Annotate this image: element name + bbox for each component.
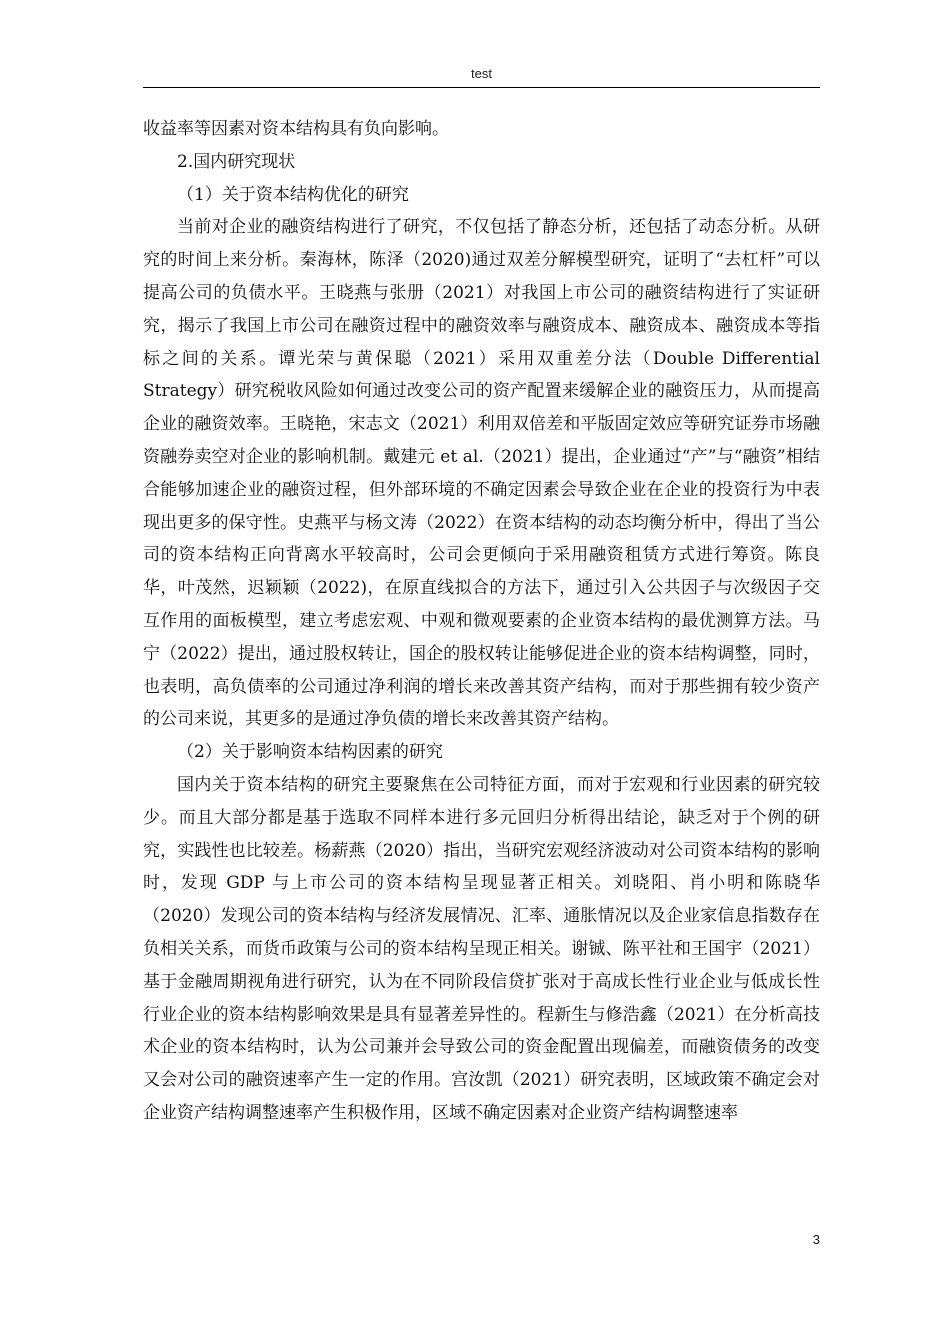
- paragraph-capital-structure-factors: 国内关于资本结构的研究主要聚焦在公司特征方面，而对于宏观和行业因素的研究较少。而且大部分都是基于选取不同样本进行多元回归分析得出结论，缺乏对于个例的研究，实践性也比较差。杨薪燕（2020）指出，当研究宏观经济波动对公司资本结构的影响时，发现 GDP 与上市公司的资本结构呈现显著正相关。刘晓阳、肖小明和陈晓华（2020）发现公司的资本结构与经济发展情况、汇率、通胀情况以及企业家信息指数存在负相关关系，而货币政策与公司的资本结构呈现正相关。谢铖、陈平社和王国宇（2021）基于金融周期视角进行研究，认为在不同阶段信贷扩张对于高成长性行业企业与低成长性行业企业的资本结构影响效果是具有显著差异性的。程新生与修浩鑫（2021）在分析高技术企业的资本结构时，认为公司兼并会导致公司的资金配置出现偏差，而融资债务的改变又会对公司的融资速率产生一定的作用。宫汝凯（2021）研究表明，区域政策不确定会对企业资产结构调整速率产生积极作用，区域不确定因素对企业资产结构调整速率: [143, 774, 820, 1123]
- paragraph-continuation: 收益率等因素对资本结构具有负向影响。: [143, 119, 449, 139]
- page-number: 3: [812, 1232, 820, 1247]
- subsection-heading-capital-structure-factors: （2）关于影响资本结构因素的研究: [177, 742, 443, 763]
- subsection-heading-capital-structure-optimization: （1）关于资本结构优化的研究: [177, 184, 409, 205]
- paragraph-capital-structure-optimization: 当前对企业的融资结构进行了研究，不仅包括了静态分析，还包括了动态分析。从研究的时间上来分析。秦海林，陈泽（2020)通过双差分解模型研究，证明了“去杠杆”可以提高公司的负债水平。王晓燕与张册（2021）对我国上市公司的融资结构进行了实证研究，揭示了我国上市公司在融资过程中的融资效率与融资成本、融资成本、融资成本等指标之间的关系。谭光荣与黄保聪（2021）采用双重差分法（Double Differential Strategy）研究税收风险如何通过改变公司的资产配置来缓解企业的融资压力，从而提高企业的融资效率。王晓艳，宋志文（2021）利用双倍差和平版固定效应等研究证券市场融资融券卖空对企业的影响机制。戴建元 et al.（2021）提出，企业通过“产”与“融资”相结合能够加速企业的融资过程，但外部环境的不确定因素会导致企业在企业的投资行为中表现出更多的保守性。史燕平与杨文涛（2022）在资本结构的动态均衡分析中，得出了当公司的资本结构正向背离水平较高时，公司会更倾向于采用融资租赁方式进行筹资。陈良华，叶茂然，迟颖颖（2022)，在原直线拟合的方法下，通过引入公共因子与次级因子交互作用的面板模型，建立考虑宏观、中观和微观要素的企业资本结构的最优测算方法。马宁（2022）提出，通过股权转让，国企的股权转让能够促进企业的资本结构调整，同时，也表明，高负债率的公司通过净利润的增长来改善其资产结构，而对于那些拥有较少资产的公司来说，其更多的是通过净负债的增长来改善其资产结构。: [143, 217, 820, 730]
- page-header: test: [471, 66, 492, 81]
- header-divider: [143, 87, 820, 88]
- document-body: [143, 113, 820, 1130]
- section-heading-domestic-research: 2.国内研究现状: [177, 151, 296, 172]
